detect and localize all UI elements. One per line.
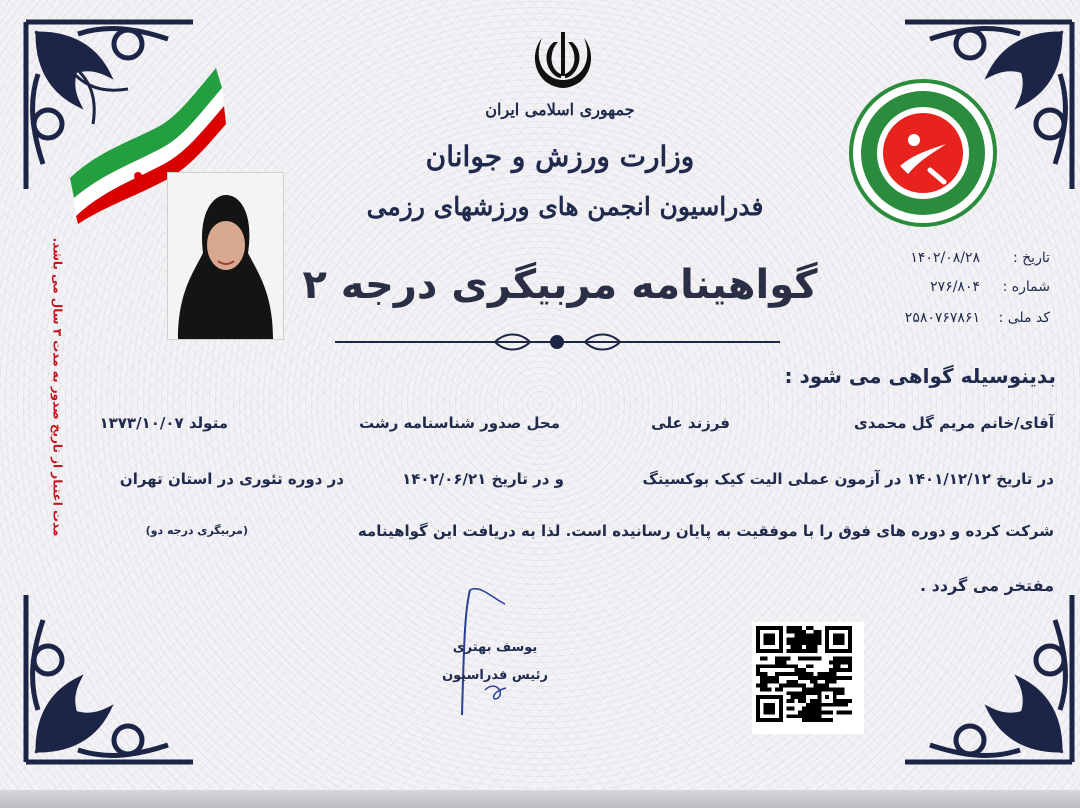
page-title: گواهینامه مربیگری درجه ۲ — [302, 262, 818, 308]
validity-note: مدت اعتبار از تاریخ صدور به مدت ۳ سال می باشد. — [50, 237, 65, 537]
number-label: شماره : — [1002, 279, 1050, 295]
signatory-name: یوسف بهتری — [452, 640, 538, 655]
header-federation: فدراسیون انجمن های ورزشهای رزمی — [366, 192, 764, 221]
signatory-role: رئیس فدراسیون — [442, 668, 548, 683]
grade-note: (مربیگری درجه دو) — [145, 524, 248, 537]
father-name: فرزند علی — [651, 414, 730, 432]
header-ministry: وزارت ورزش و جوانان — [425, 140, 695, 173]
theory-date: و در تاریخ ۱۴۰۲/۰۶/۲۱ — [402, 470, 564, 488]
corner-ornament-bottom-right — [900, 590, 1080, 770]
header-republic: جمهوری اسلامی ایران — [485, 100, 635, 119]
birth-date: متولد ۱۳۷۳/۱۰/۰۷ — [99, 414, 228, 432]
bottom-edge — [0, 790, 1080, 808]
iran-emblem-icon — [528, 28, 598, 94]
intro-text: بدینوسیله گواهی می شود : — [784, 364, 1056, 388]
holder-name: آقای/خانم مریم گل محمدی — [853, 414, 1054, 432]
date-label: تاریخ : — [1012, 250, 1050, 266]
completion-line: شرکت کرده و دوره های فوق را با موفقیت به پایان رسانیده است. لذا به دریافت این گواهینامه — [357, 522, 1054, 540]
honor-line: مفتخر می گردد . — [920, 576, 1054, 595]
date-value: ۱۴۰۲/۰۸/۲۸ — [910, 250, 980, 266]
exam-line: در تاریخ ۱۴۰۱/۱۲/۱۲ در آزمون عملی الیت کیک بوکسینگ — [642, 470, 1054, 488]
national-id-label: کد ملی : — [998, 310, 1050, 326]
national-id-value: ۲۵۸۰۷۶۷۸۶۱ — [904, 310, 980, 326]
birthplace: محل صدور شناسنامه رشت — [359, 414, 560, 432]
title-divider — [335, 330, 780, 354]
theory-course: در دوره تئوری در استان تهران — [119, 470, 344, 488]
federation-logo — [848, 78, 998, 228]
corner-ornament-bottom-left — [18, 590, 198, 770]
holder-photo — [167, 172, 284, 340]
qr-code — [752, 622, 864, 734]
number-value: ۲۷۶/۸۰۴ — [930, 279, 980, 295]
